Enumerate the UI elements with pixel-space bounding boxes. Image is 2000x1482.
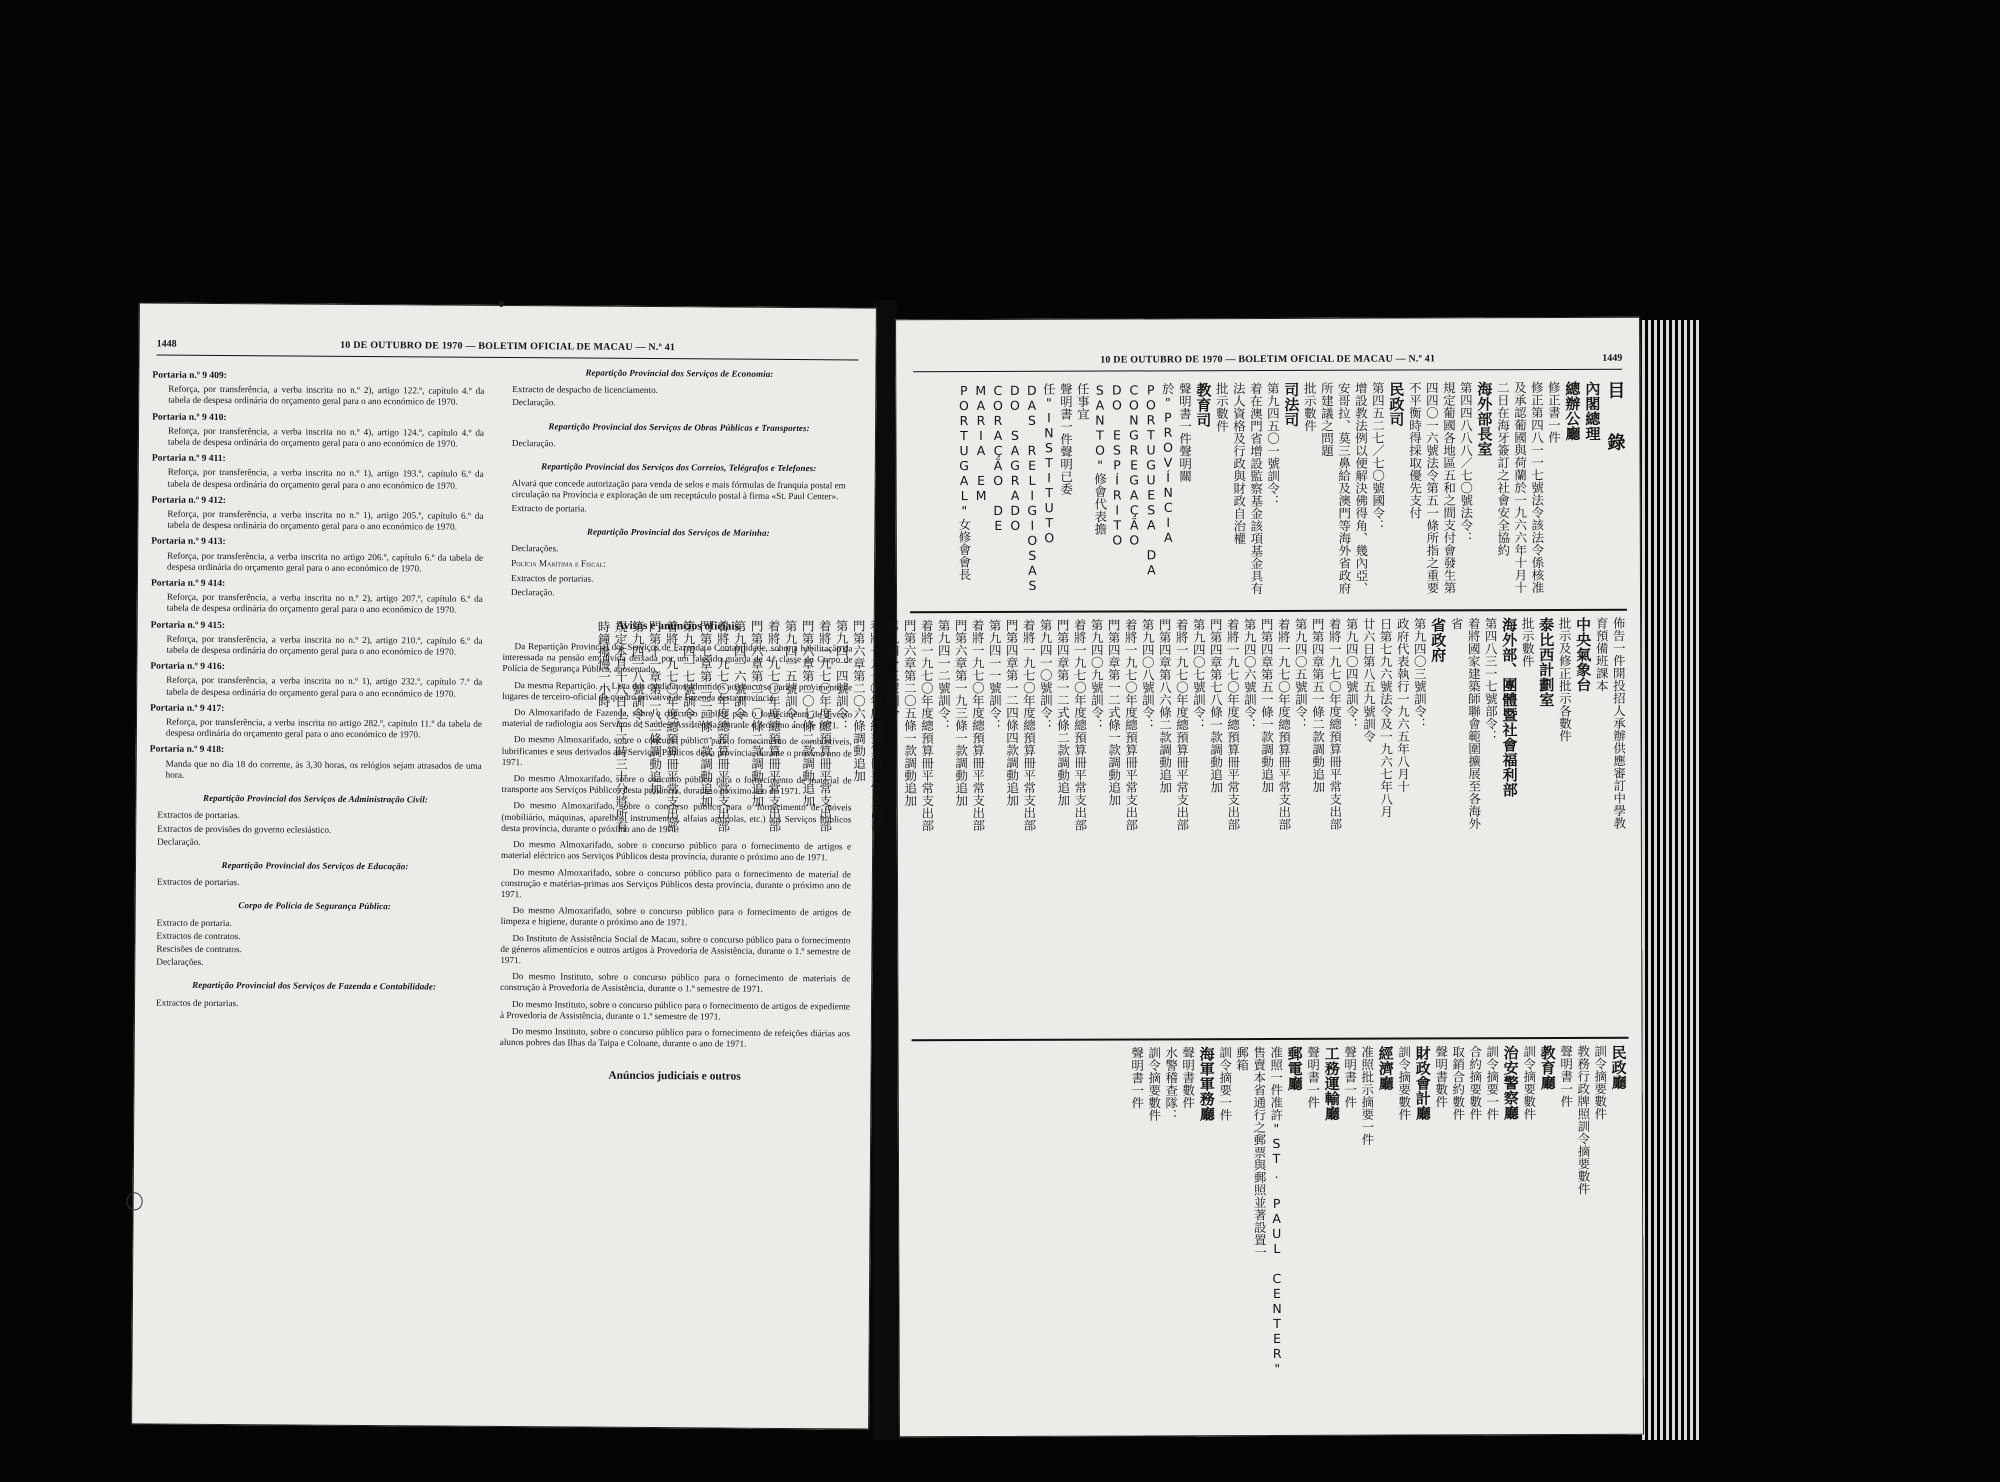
contents-entry: 日第七九六號法令及一九六七年八月 (1378, 617, 1394, 818)
page-number: 1449 (1602, 352, 1623, 364)
page-blemish (499, 301, 504, 307)
portaria-summary: Reforça, por transferência, a verba inscrita no artigo 282.º, capítulo 11.º da tabela de despesa ordinária do orçamento geral para o ano económico de 1970. (165, 716, 483, 740)
contents-entry: 政府代表執行一九六五年八月十 (1395, 617, 1411, 793)
section-heading: Repartição Provincial dos Serviços dos Correios, Telégrafos e Telefones: (541, 461, 817, 474)
contents-entry: 第九四〇七號訓令： (1191, 618, 1207, 731)
contents-entry: 訓令摘要數件 (1521, 1045, 1537, 1121)
contents-entry: 訓令摘要數件 (1146, 1046, 1162, 1122)
contents-row-1 (909, 381, 1627, 604)
contents-entry: 佈告一件開投招人承辦供應審訂中學教 (1611, 616, 1627, 830)
contents-entry: PORTUGUESA DA CONGREGAÇÃO (1126, 382, 1159, 578)
contents-entry: 第九四〇八號訓令： (1140, 618, 1156, 731)
running-title: 10 DE OUTUBRO DE 1970 — BOLETIM OFICIAL DE MACAU — N.º 41 (1100, 353, 1436, 366)
section-item: Declaração. (157, 836, 201, 847)
contents-heading: 省政府 (1429, 617, 1448, 663)
portaria-summary: Manda que no dia 18 do corrente, às 3,30 horas, os relógios sejam atrasados de uma hora. (165, 758, 482, 780)
contents-entry: 教務行政牌照訓令摘要數件 (1575, 1044, 1592, 1195)
notice-entry: Do mesmo Almoxarifado, sobre o concurso público para o fornecimento de combustíveis, lubrificantes e seus derivados aos Serviços Públicos desta província, durante o próximo ano de 1971. (501, 734, 852, 768)
contents-entry: 增設教法例以便解決佛得角、幾內亞、 (1353, 381, 1370, 595)
contents-entry: 第九四一五號訓令： (783, 619, 799, 733)
section-item: Declarações. (511, 543, 559, 554)
contents-heading: 總辦公廳 (1563, 380, 1582, 441)
section-item: Extractos de portarias. (156, 997, 239, 1008)
contents-entry: 門第七章第二三二條一款調動追加 (698, 619, 714, 808)
right-page-header (913, 349, 1622, 372)
portaria-summary: Reforça, por transferência, a verba inscrita no n.º 4), artigo 124.º, capítulo 4.º da tabela de despesa ordinária do orçamento geral para o ano económico de 1970. (167, 425, 485, 449)
row-divider (912, 1037, 1629, 1041)
section-heading: Repartição Provincial dos Serviços de Administração Civil: (202, 792, 428, 805)
contents-entry: 安哥拉、莫三鼻給及澳門等海外省政府 (1336, 381, 1353, 595)
section-item: Declarações. (156, 956, 204, 968)
section-item: Declaração. (512, 397, 556, 408)
contents-entry: 廿六日第八五九號訓令 (1361, 617, 1377, 743)
contents-entry: 着在澳門省增設監察基金該項基金具有 (1248, 382, 1265, 595)
row-divider (910, 609, 1627, 613)
contents-entry: 着將一九七〇年度總預算冊平常支出部 (919, 619, 935, 832)
portaria-title: Portaria n.º 9 416: (150, 661, 225, 673)
portaria-title: Portaria n.º 9 413: (151, 536, 226, 548)
contents-heading: 中央氣象台 (1574, 616, 1593, 692)
contents-heading: 教育司 (1194, 382, 1213, 428)
portaria-summary: Reforça, por transferência, a verba inscrita no n.º 1), artigo 232.º, capítulo 7.º da tabela de despesa ordinária do orçamento geral para o ano económico de 1970. (166, 675, 483, 699)
contents-entry: 第九四〇四號訓令： (1344, 617, 1360, 731)
contents-heading: 海軍軍務廳 (1197, 1046, 1216, 1122)
contents-entry: 門第四章第一二式條一款調動追加 (1106, 618, 1122, 807)
notice-entry: Do Instituto de Assistência Social de Macau, sobre o concurso público para o fornecimento de géneros alimentícios e outros artigos à Provedoria de Assistência, durante o 1.º semestre de 1971. (500, 932, 851, 966)
section-item: Extracto de portaria. (511, 502, 587, 514)
section-heading: Repartição Provincial dos Serviços de Fazenda e Contabilidade: (192, 980, 437, 992)
contents-entry: 售賣本省通行之郵票與郵照並著設置一 (1251, 1046, 1268, 1259)
portaria-title: Portaria n.º 9 414: (150, 578, 226, 590)
contents-entry: 訓令摘要數件 (1592, 1044, 1608, 1120)
section-item: Alvará que concede autorização para venda de selos e mais fórmulas de franquia postal em circulação na Província e exploração de um receptáculo postal à firma «St. Paul Center». (511, 478, 846, 502)
section-item: Extractos de provisões do governo eclesiástico. (157, 823, 332, 835)
contents-heading: 經濟廳 (1376, 1045, 1395, 1091)
notice-entry: Do mesmo Instituto, sobre o concurso público para o fornecimento de artigos de expediente à Provedoria de Assistência, durante o 1.º semestre de 1971. (499, 998, 851, 1022)
notice-entry: Da mesma Repartição. — Lista dos candidatos admitidos ao concurso para o provimento de lugares de terceiro-oficial do quadro privativo de Fazenda desta província. (502, 679, 853, 703)
contents-entry: 門第四章第八六條二款調動追加 (1157, 618, 1173, 794)
notice-entry: Do mesmo Almoxarifado, sobre o concurso público para o fornecimento de móveis (mobiliário, máquinas, aparelhos, instrumentos, alfaias agrícolas, etc.) aos Serviços Públicos desta província, durante o próximo ano de 1971. (501, 800, 852, 835)
contents-entry: 不平衡時得採取優先支付 (1407, 381, 1423, 520)
contents-entry: 第九四一三號訓令： (885, 619, 901, 732)
contents-entry: 聲明書數件 (1433, 1045, 1449, 1108)
contents-entry: DAS RELIGIOSAS DO SAGRADO (1007, 382, 1041, 593)
contents-heading: 治安警察廳 (1501, 1045, 1520, 1121)
section-item: Rescisões de contratos. (156, 943, 242, 955)
contents-entry: 門第六章第二一〇條二款調動追加 (749, 619, 765, 808)
contents-entry: 批示數件 (1302, 381, 1318, 432)
contents-entry: 門第六章第二〇七條二款調動追加 (800, 619, 816, 808)
contents-entry: 聲明書一件聲明關於"PROVÍNCIA (1160, 382, 1193, 545)
contents-entry: 門第六章第二〇六條調動追加 (851, 619, 867, 782)
portaria-title: Portaria n.º 9 409: (152, 370, 227, 382)
contents-entry: 門第六章第二〇五條一款調動追加 (902, 619, 918, 807)
contents-heading: 目 錄 (1604, 380, 1626, 459)
portaria-title: Portaria n.º 9 412: (151, 495, 226, 506)
contents-entry: 着將一九七〇年度總預算冊平常支出部 (715, 619, 731, 833)
notice-entry: Do mesmo Almoxarifado, sobre o concurso público para o fornecimento de material de construção e matérias-primas aos Serviços Públicos desta província, durante o próximo ano de 1971. (500, 866, 851, 900)
contents-entry: 任事宜 (1075, 382, 1091, 421)
portaria-title: Portaria n.º 9 411: (151, 453, 226, 465)
section-item: Declaração. (510, 586, 555, 597)
contents-heading: 工務運輸廳 (1322, 1045, 1341, 1121)
notice-entry: Do mesmo Almoxarifado, sobre o concurso público para o fornecimento de artigos de limpeza e higiene, durante o próximo ano de 1971. (500, 905, 851, 928)
portaria-title: Portaria n.º 9 415: (150, 620, 226, 631)
section-heading: Repartição Provincial dos Serviços de Educação: (221, 859, 409, 872)
notice-entry: Do mesmo Instituto, sobre o concurso público para o fornecimento de materiais de construção à Provedoria de Assistência, durante o 1.º semestre de 1971. (500, 971, 851, 995)
contents-entry: 批示數件 (1214, 382, 1230, 433)
contents-entry: 門第四章第五一條一款調動追加 (1259, 617, 1275, 794)
contents-entry: 省 (1449, 617, 1465, 630)
contents-entry: 規定葡國各地區五和之間支付會發生第 (1441, 381, 1458, 594)
contents-entry: 四四〇一六號法令第五一條所指之重要 (1424, 381, 1441, 594)
contents-entry: 二日在海牙簽訂之社會安全協約 (1495, 381, 1511, 557)
contents-entry: 第九四五〇一號訓令： (1265, 381, 1281, 508)
contents-entry: 第四五二七／七〇號國令： (1370, 381, 1386, 532)
contents-heading: 民政司 (1387, 381, 1406, 427)
contents-row-3 (912, 1045, 1630, 1418)
contents-entry: 第九四〇三號訓令： (1412, 617, 1428, 730)
contents-entry: 着將一九七〇年度總預算冊平常支出部 (1276, 617, 1292, 831)
portaria-title: Portaria n.º 9 410: (152, 412, 227, 423)
contents-entry: 修正書一件 (1546, 380, 1562, 444)
contents-entry: 水警稽查隊： (1163, 1046, 1179, 1122)
contents-heading: 教育廳 (1538, 1044, 1557, 1091)
contents-entry: 第九四一〇號訓令： (1038, 618, 1054, 732)
contents-entry: 第九四〇六號訓令： (1242, 618, 1258, 731)
contents-entry: 着將一九七〇年度總預算冊平常支出部 (1327, 617, 1343, 831)
page-blemish (127, 1192, 143, 1210)
contents-entry: 第九四一六號訓令： (732, 619, 748, 733)
notice-entry: Do mesmo Instituto, sobre o concurso público para o fornecimento de refeições diárias aos alunos pobres das Ilhas da Taipa e Coloane, durante o ano de 1971. (499, 1025, 850, 1049)
contents-entry: 取銷合約數件 (1450, 1045, 1466, 1121)
contents-heading: 海外部、團體暨社會福利部 (1500, 617, 1519, 798)
contents-entry: 着將一九七〇年度總預算冊平常支出部 (1021, 618, 1037, 832)
portaria-summary: Reforça, por transferência, a verba inscrita no artigo 206.º, capítulo 6.º da tabela de despesa ordinária do orçamento geral para o ano económico de 1970. (167, 550, 484, 574)
contents-entry: 着將國家建築師聯會範圍擴展至各海外 (1466, 617, 1482, 830)
notice-entry: Do mesmo Almoxarifado, sobre o concurso público para o fornecimento de artigos e material eléctrico aos Serviços Públicos desta província, durante o próximo ano de 1971. (501, 839, 852, 863)
section-item: Extracto de portaria. (156, 917, 232, 928)
contents-entry: 門第六章第一九三條一款調動追加 (953, 619, 969, 807)
contents-entry: 着將一九七〇年度總預算冊平常支出部 (664, 620, 680, 833)
left-column-1 (148, 365, 484, 1013)
running-title: 10 DE OUTUBRO DE 1970 — BOLETIM OFICIAL DE MACAU — N.º 41 (340, 339, 676, 354)
judicial-notices-heading: Anúncios judiciais e outros (608, 1070, 741, 1084)
contents-entry: CORAÇÃO DE MARIA EM (973, 382, 1006, 533)
contents-entry: 聲明書一件 (1558, 1044, 1574, 1108)
contents-entry: 時鐘撥慢一小時 (596, 620, 612, 708)
contents-entry: 第九四〇五號訓令： (1293, 617, 1309, 731)
contents-entry: 聲明書一件聲明已委任"INSTITUTO (1041, 382, 1074, 546)
section-heading: Repartição Provincial dos Serviços de Marinha: (586, 526, 770, 538)
contents-entry: 聲明書一件 (1129, 1046, 1145, 1109)
contents-entry: 聲明書數件 (1180, 1046, 1196, 1109)
section-item: Extracto de despacho de licenciamento. (512, 384, 659, 396)
contents-entry: 門第四章第五一條二款調動追加 (1310, 617, 1326, 793)
contents-heading: 司法司 (1282, 381, 1301, 427)
contents-heading: 泰比西計劃室 (1537, 617, 1556, 708)
contents-entry: 着將一九七〇年度總預算冊平常支出部 (868, 619, 884, 832)
contents-entry: 訓令摘要一件 (1484, 1045, 1500, 1121)
page-number: 1448 (156, 338, 177, 350)
contents-entry: 准照一件准許"ST. PAUL CENTER" (1268, 1045, 1285, 1377)
section-item: Extractos de portarias. (156, 876, 240, 888)
contents-heading: 民政廳 (1609, 1044, 1628, 1090)
contents-entry: 着將一九七〇年度總預算冊平常支出部 (766, 619, 782, 833)
contents-entry: 着將一九七〇年度總預算冊平常支出部 (1123, 618, 1139, 832)
contents-heading: 海外部長室 (1475, 381, 1494, 457)
contents-entry: 門第十一章第二八二條調動追加 (647, 620, 663, 796)
contents-entry: 規定本月十八日上午三時三十分將所有 (613, 620, 629, 833)
contents-entry: DO ESPÍRITO SANTO"修會代表擔 (1092, 382, 1125, 548)
contents-entry: 聲明書一件 (1342, 1045, 1358, 1109)
section-heading: Repartição Provincial dos Serviços de Economia: (585, 367, 774, 379)
contents-entry: 門第四章第一二式條二款調動追加 (1055, 618, 1071, 807)
contents-entry: 批示及修正批示各數件 (1557, 616, 1573, 742)
page-edges (1640, 320, 1740, 1440)
contents-entry: 着將一九七〇年度總預算冊平常支出部 (1072, 618, 1088, 832)
contents-entry: 第九四一八號訓令： (630, 620, 646, 733)
section-heading: Repartição Provincial dos Serviços de Obras Públicas e Transportes: (548, 420, 810, 433)
contents-entry: 第四四八八八／七〇號法令： (1458, 381, 1474, 544)
contents-entry: 所建議之問題 (1319, 381, 1335, 457)
notice-entry: Do Almoxarifado de Fazenda, sobre o concurso público para o fornecimento de diverso material de radiologia aos Serviços de Saúde e Assistência, durante o próximo ano de 1971. (501, 707, 853, 731)
contents-entry: 聲明書一件 (1305, 1045, 1321, 1109)
contents-heading: 郵電廳 (1285, 1045, 1304, 1091)
contents-entry: 訓令摘要數件 (1396, 1045, 1412, 1121)
contents-entry: 門第四章第一二四條四款調動追加 (1004, 618, 1020, 807)
portaria-summary: Reforça, por transferência, a verba inscrita no n.º 1), artigo 193.º, capítulo 6.º da tabela de despesa ordinária do orçamento geral para o ano económico de 1970. (167, 467, 484, 491)
portaria-summary: Reforça, por transferência, a verba inscrita no n.º 2), artigo 207.º, capítulo 6.º da tabela de despesa ordinária do orçamento geral para o ano económico de 1970. (166, 591, 483, 616)
contents-entry: 着將一九七〇年度總預算冊平常支出部 (1225, 618, 1241, 831)
contents-heading: 內閣總理 (1583, 380, 1602, 441)
portaria-summary: Reforça, por transferência, a verba inscrita no n.º 2), artigo 210.º, capítulo 6.º da tabela de despesa ordinária do orçamento geral para o ano económico de 1970. (166, 633, 483, 657)
contents-heading: 財政會計廳 (1413, 1045, 1432, 1121)
contents-entry: PORTUGAL"女修會會長 (956, 383, 972, 581)
section-item: Extractos de contratos. (156, 930, 241, 941)
subsection-heading: Polícia Marítima e Fiscal: (511, 558, 606, 569)
portaria-summary: Reforça, por transferência, a verba inscrita no n.º 2), artigo 122.º, capítulo 4.º da tabela de despesa ordinária do orçamento geral para o ano económico de 1970. (168, 383, 485, 408)
left-page-header (157, 335, 859, 361)
contents-entry: 着將一九七〇年度總預算冊平常支出部 (1174, 618, 1190, 831)
portaria-summary: Reforça, por transferência, a verba inscrita no n.º 1), artigo 205.º, capítulo 6.º da tabela de despesa ordinária do orçamento geral para o ano económico de 1970. (167, 508, 484, 532)
contents-entry: 着將一九七〇年度總預算冊平常支出部 (817, 619, 833, 833)
contents-entry: 法人資格及行政與財政自治權 (1231, 382, 1247, 545)
contents-entry: 第九四一七號訓令： (681, 620, 697, 733)
contents-entry: 合約摘要數件 (1467, 1045, 1483, 1121)
contents-entry: 門第四章第七八條一款調動追加 (1208, 618, 1224, 794)
portaria-title: Portaria n.º 9 418: (149, 745, 225, 756)
contents-entry: 郵箱 (1234, 1046, 1250, 1072)
section-item: Declaração. (511, 437, 556, 449)
contents-entry: 第九四一一號訓令： (987, 618, 1003, 732)
contents-entry: 着將一九七〇年度總預算冊平常支出部 (970, 618, 986, 832)
notice-entry: Do mesmo Almoxarifado, sobre o concurso público para o fornecimento de material de transporte aos Serviços Públicos desta província, durante o próximo ano de 1971. (501, 773, 852, 797)
portaria-title: Portaria n.º 9 417: (150, 703, 225, 714)
section-item: Extractos de portarias. (510, 573, 594, 585)
contents-entry: 訓令摘要一件 (1217, 1046, 1233, 1122)
notice-entry: Da Repartição Provincial dos Serviços de Fazenda e Contabilidade, sobre a habilitação da interessada na pensão em dívida deixada por um falecido guarda de 4.ª classe do Corpo de Polícia de Segurança Pública, aposentado. (502, 641, 853, 675)
contents-entry: 及承認葡國與荷蘭於一九六六年十月十 (1512, 381, 1529, 594)
contents-entry: 批示數件 (1520, 617, 1536, 668)
contents-entry: 准照批示摘要一件 (1359, 1045, 1375, 1146)
contents-entry: 第九四一二號訓令： (936, 619, 952, 732)
contents-entry: 第四八三一七號部令： (1483, 617, 1499, 743)
contents-entry: 育預備班課本 (1594, 616, 1610, 692)
contents-entry: 修正第四八一一七號法令該法令係核准 (1529, 381, 1546, 594)
contents-entry: 第九四一四號訓令： (834, 619, 850, 733)
section-item: Extractos de portarias. (157, 809, 240, 821)
notices-heading: Avisos e anúncios oficiais (616, 619, 740, 633)
section-heading: Corpo de Polícia de Segurança Pública: (238, 900, 392, 912)
contents-entry: 第九四〇九號訓令： (1089, 618, 1105, 732)
